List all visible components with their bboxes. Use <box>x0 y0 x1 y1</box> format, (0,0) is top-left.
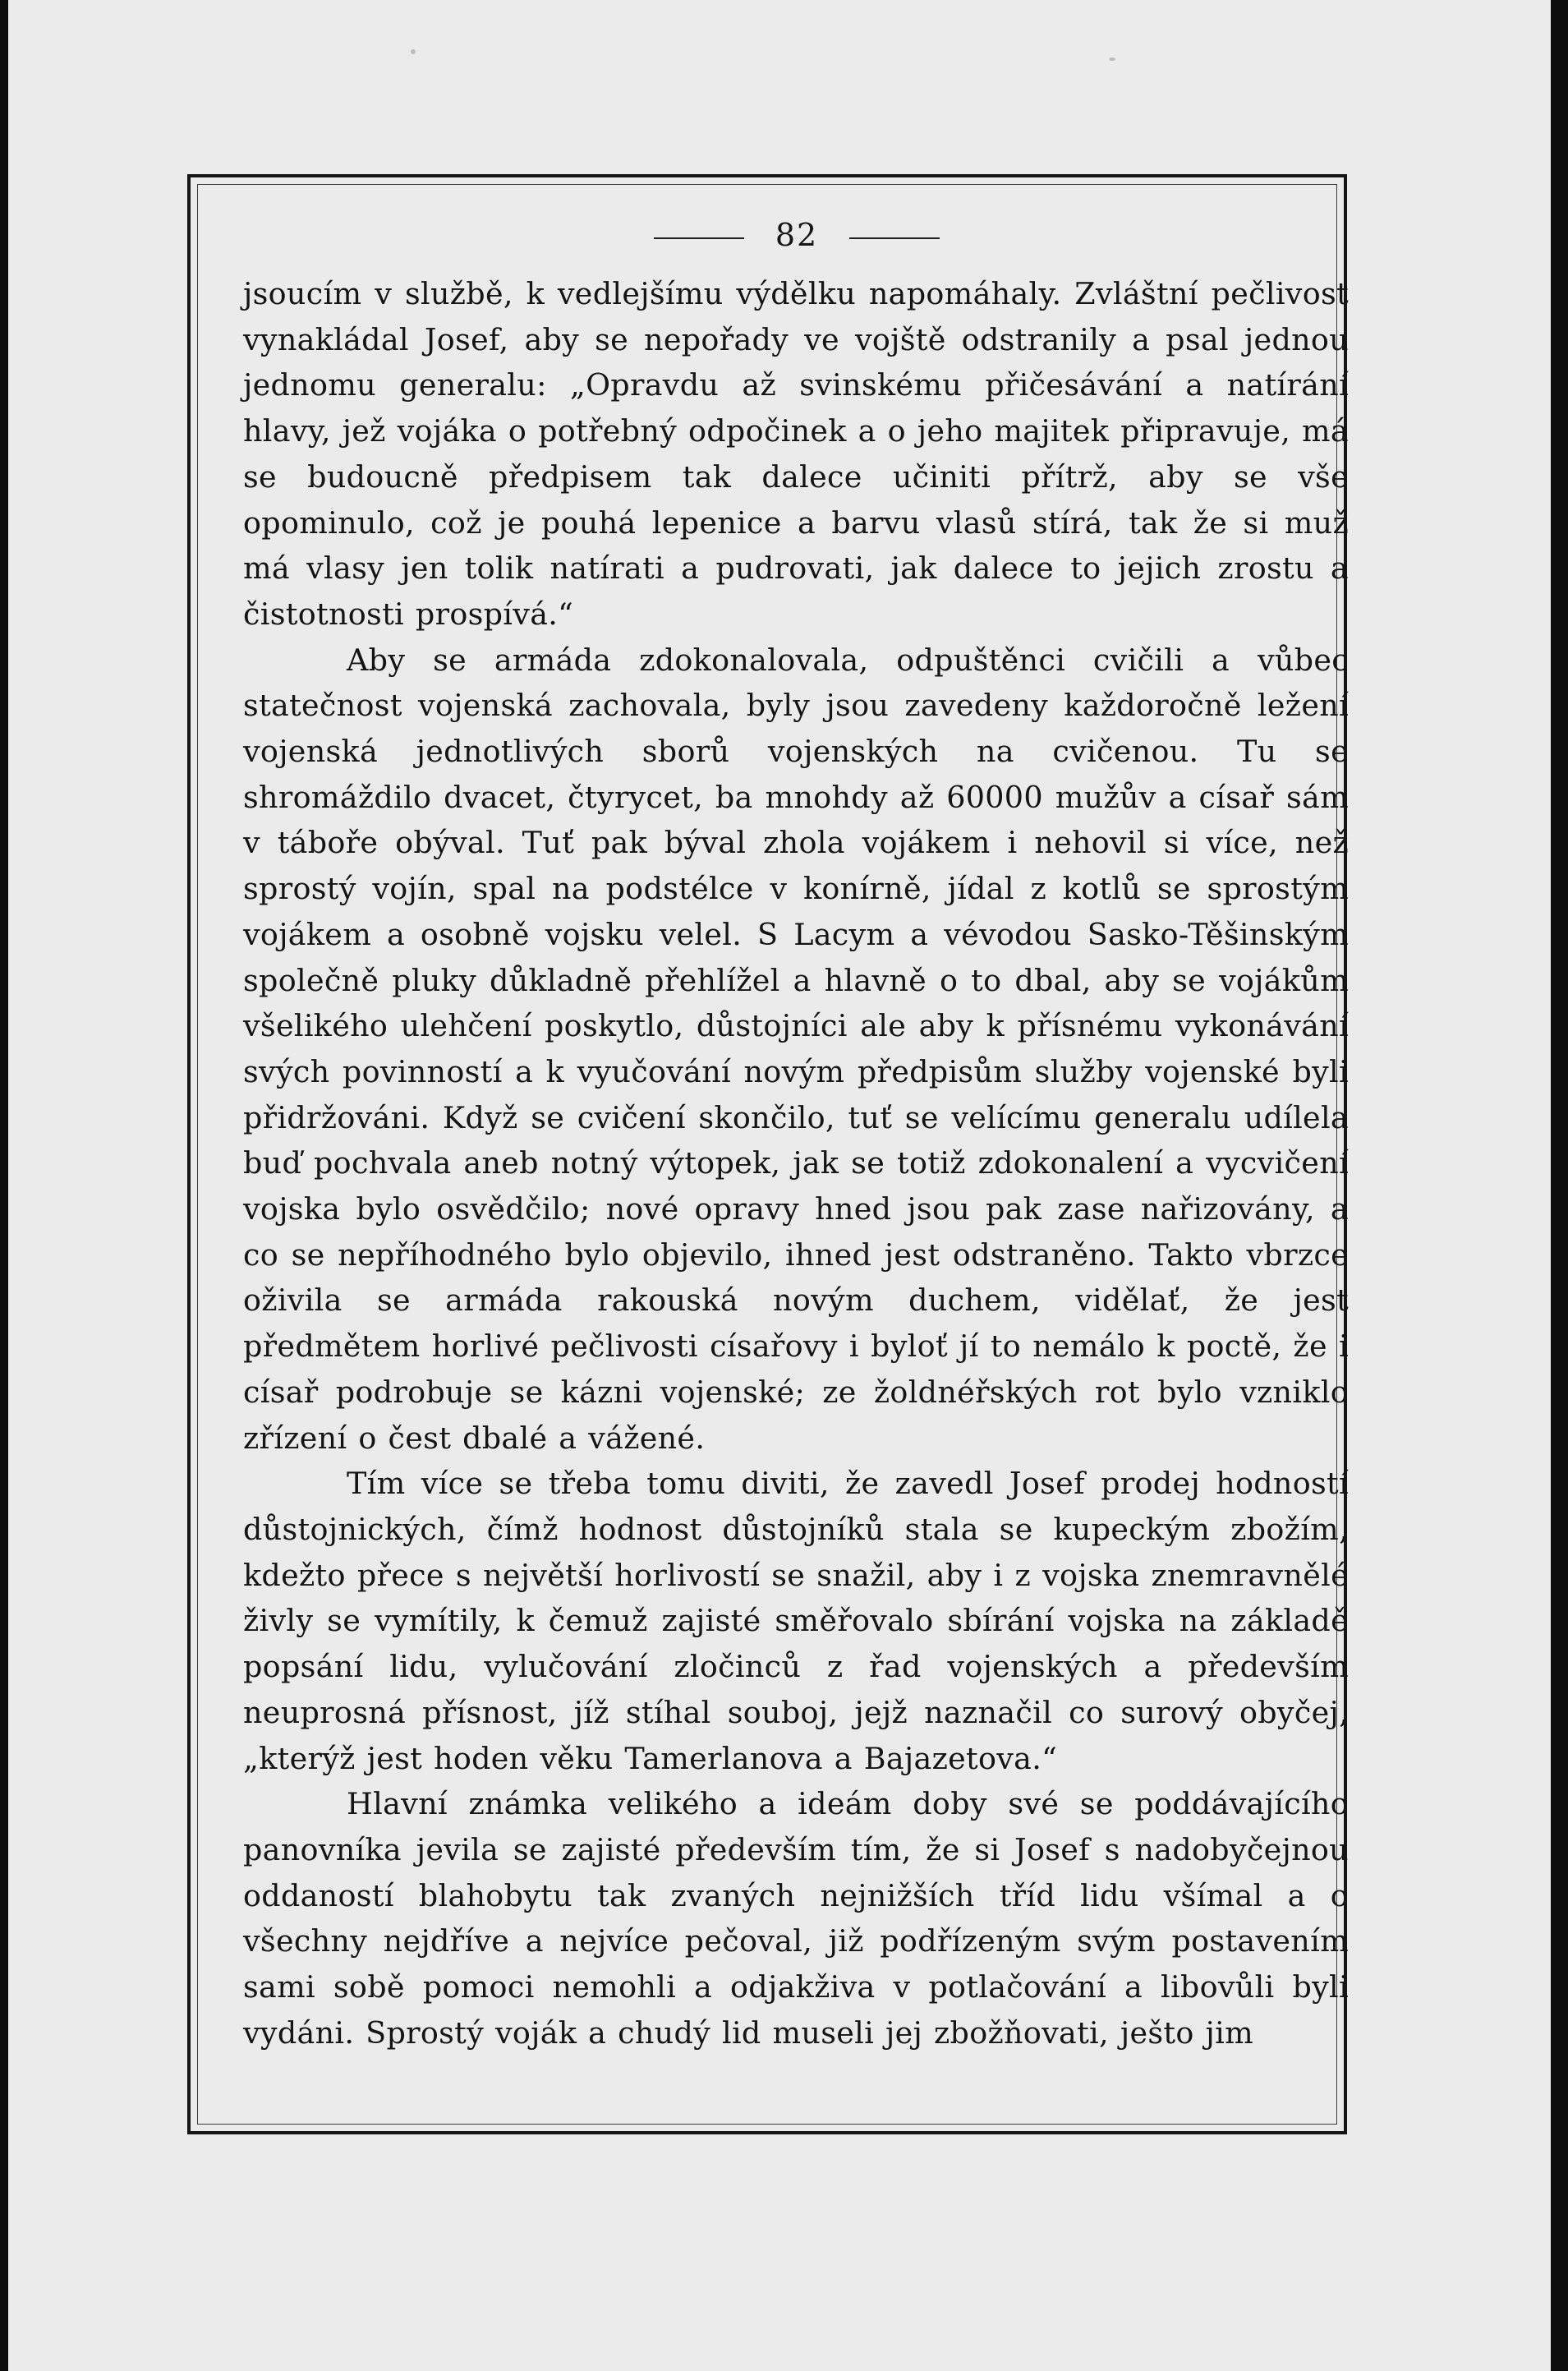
paragraph-3: Tím více se třeba tomu diviti, že zavedl Josef prodej hodností důstojnických, čímž hodnost důstojníků stala se kupeckým zbožím, kdežto přece s největší horlivostí se snažil, aby i z vojska znemravnělé živly se vymítily, k čemuž zajisté směřovalo sbírání vojska na základě popsání lidu, vylučování zločinců z řad vojenských a především neuprosná přísnost, jíž stíhal souboj, jejž naznačil co surový obyčej, „kterýž jest hoden věku Tamerlanova a Bajazetova.“ <box>243 1466 1349 1776</box>
header-rule-right <box>849 237 940 239</box>
paragraph-4: Hlavní známka velikého a ideám doby své se poddávajícího panovníka jevila se zajisté především tím, že si Josef s nadobyčejnou oddaností blahobytu tak zvaných nejnižších tříd lidu všímal a o všechny nejdříve a nejvíce pečoval, již podřízeným svým postavením sami sobě pomoci nemohli a odjakživa v potlačování a libovůli byli vydáni. Sprostý voják a chudý lid museli jej zbožňovati, ještо jim <box>243 1786 1349 2051</box>
page-number: 82 <box>775 217 819 253</box>
paper-smudge <box>411 49 416 54</box>
paragraph-2: Aby se armáda zdokonalovala, odpuštěnci cvičili a vůbec statečnost vojenská zachovala, byly jsou zavedeny každoročně ležení vojenská jednotlivých sborů vojenských na cvičenou. Tu se shromáždilo dvacet, čtyrycet, ba mnohdy až 60000 mužův a císař sám v táboře obýval. Tuť pak býval zhola vojákem i nehovil si více, než sprostý vojín, spal na podstélce v konírně, jídal z kotlů se sprostým vojákem a osobně vojsku velel. S Lacym a vévodou Sasko-Těšinským společně pluky důkladně přehlížel a hlavně o to dbal, aby se vojákům všelikého ulehčení poskytlo, důstojníci ale aby k přísnému vykonávání svých povinností a k vyučování novým předpisům služby vojenské byli přidržováni. Když se cvičení skončilo, tuť se velícímu generalu udílela buď pochvala aneb notný výtopek, jak se totiž zdokonalení a vycvičení vojska bylo osvědčilo; nové opravy hned jsou pak zase nařizovány, a co se nepříhodného bylo objevilo, ihned jest odstraněno. Takto vbrzce oživila se armáda rakouská novým duchem, vidělať, že jest předmětem horlivé pečlivosti císařovy i bylоť jí to nemálo k poctě, že i císař podrobuje se kázni vojenské; ze žoldnéřských rot bylo vzniklo zřízení o čest dbalé a vážené. <box>243 642 1349 1456</box>
paragraph-1: jsoucím v službě, k vedlejšímu výdělku napomáhaly. Zvláštní pečlivost vynakládal Josef, aby se nepořady ve vojště odstranily a psal jednou jednomu generalu: „Opravdu až svinskému přičesávání a natírání hlavy, jež vojáka o potřebný odpočinek a o jeho majitek připravuje, má se budoucně předpisem tak dalece učiniti přítrž, aby se vše opominulo, což je pouhá lepenice a barvu vlasů stírá, tak že si muž má vlasy jen tolik natírati a pudrovati, jak dalece to jejich zrostu a čistotnosti prospívá.“ <box>243 276 1349 632</box>
header-rule-left <box>654 237 744 239</box>
body-text <box>243 271 1349 2056</box>
page-number-header <box>246 214 1347 256</box>
paper-smudge <box>1109 58 1115 61</box>
